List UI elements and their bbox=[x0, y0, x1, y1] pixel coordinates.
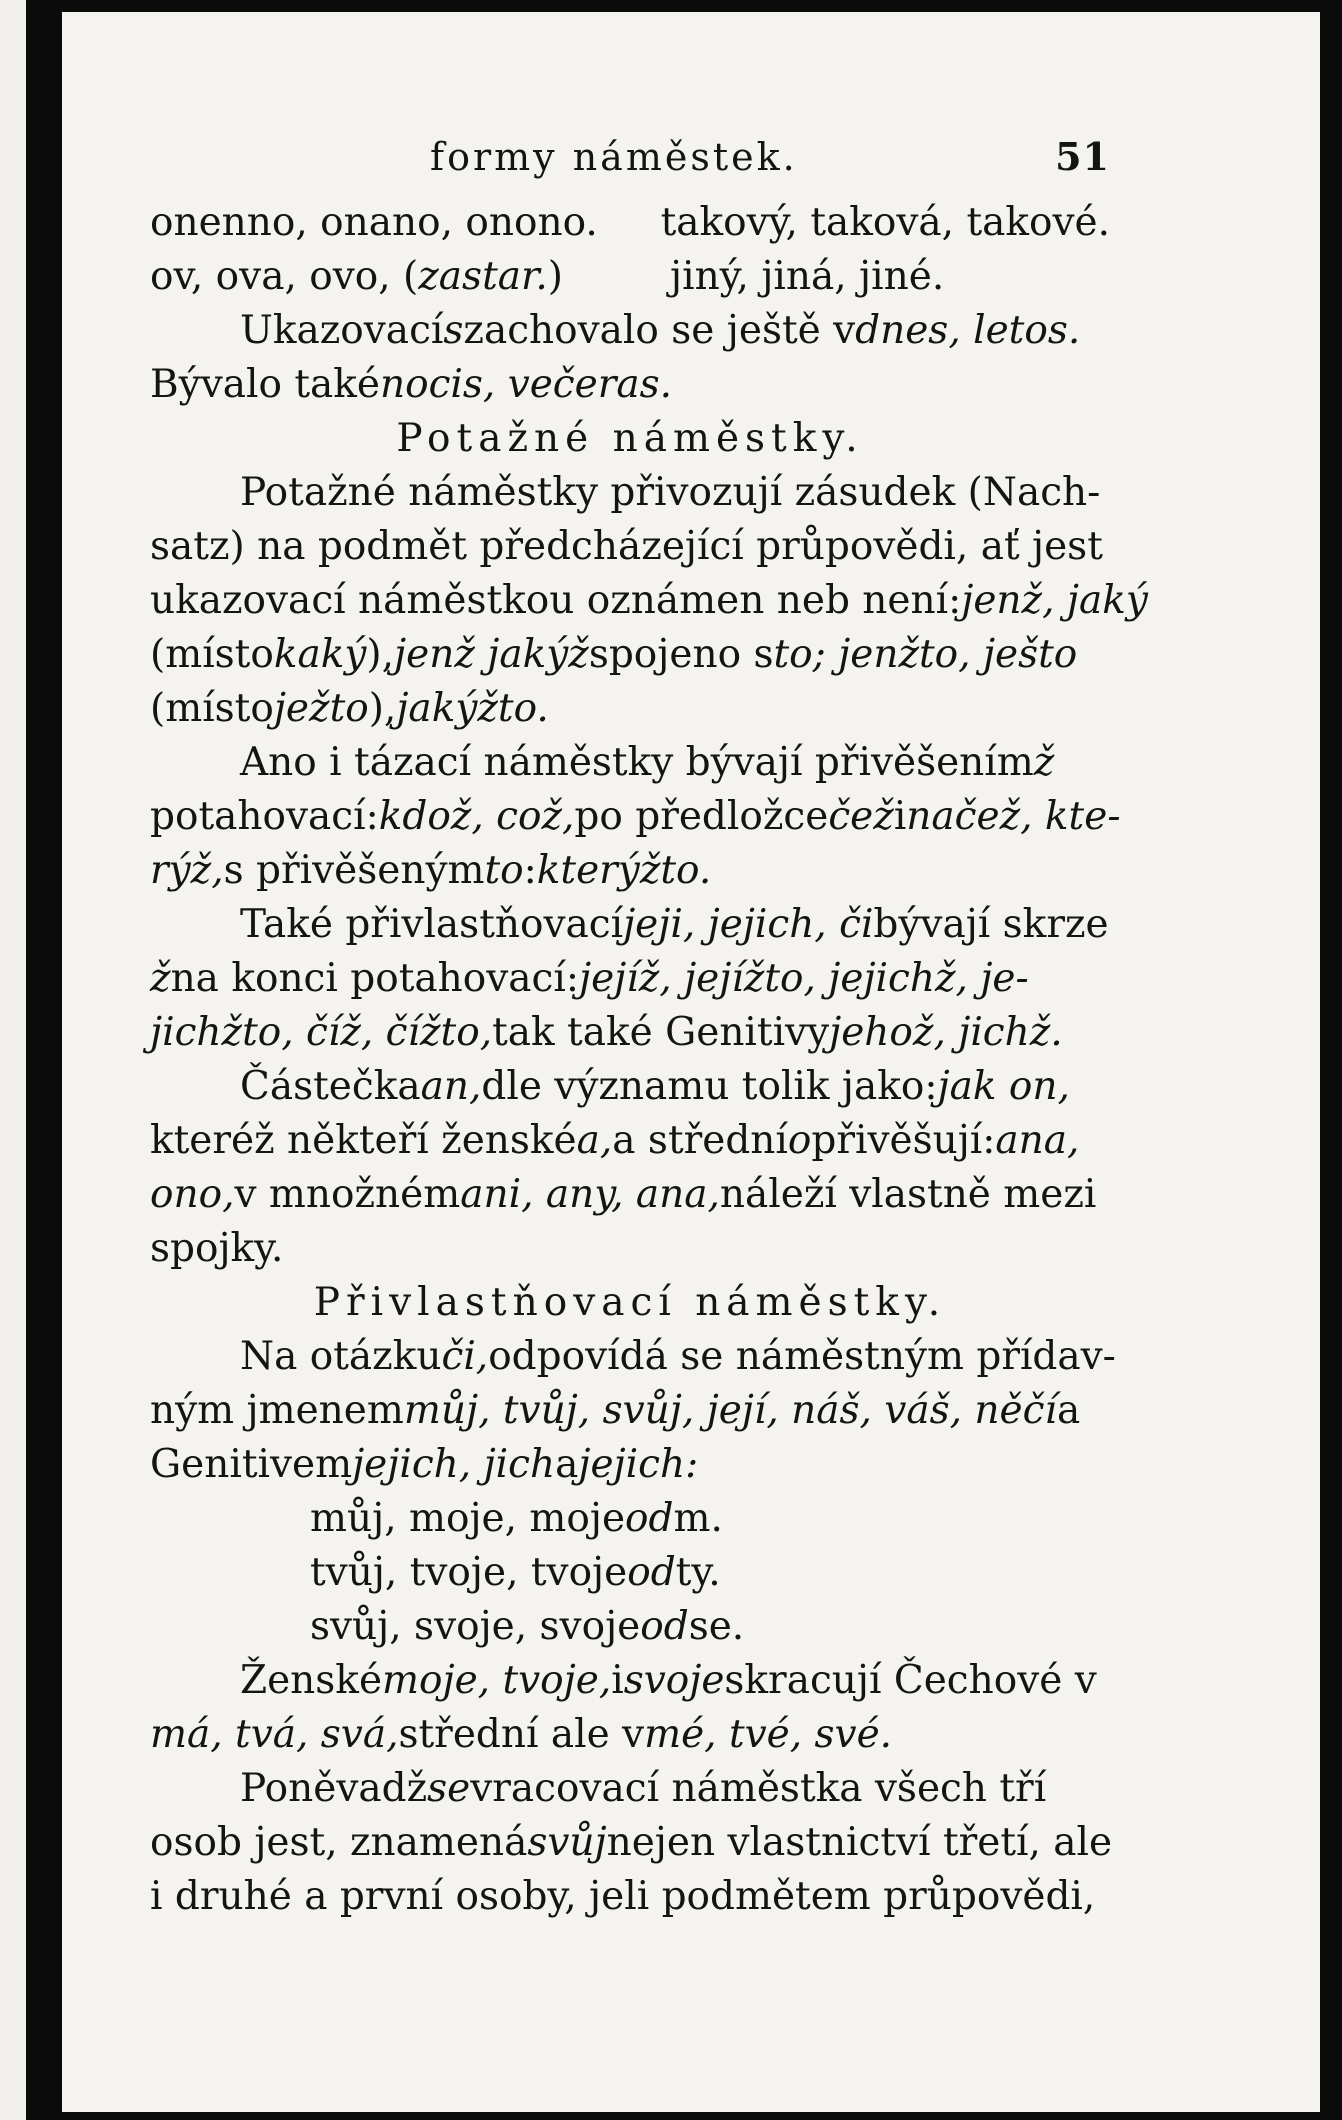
text-line: kteréž někteří ženské a, a střední o přivěšují: ana, bbox=[150, 1118, 1080, 1163]
section-heading: Potažné náměstky. bbox=[396, 416, 864, 461]
text-line: Ukazovací s zachovalo se ještě v dnes, letos. bbox=[240, 308, 1081, 353]
text-line: onenno, onano, onono. takový, taková, takové. bbox=[150, 200, 1110, 245]
text-line: Genitivem jejich, jich a jejich: bbox=[150, 1442, 699, 1487]
text-line: (místo ježto ), jakýžto. bbox=[150, 686, 549, 731]
text-line: satz) na podmět předcházející průpovědi, ať jest bbox=[150, 524, 1103, 569]
text-line: osob jest, znamená svůj nejen vlastnictví třetí, ale bbox=[150, 1820, 1113, 1865]
text-line: Na otázku či, odpovídá se náměstným přídav- bbox=[240, 1334, 1116, 1379]
text-line: má, tvá, svá, střední ale v mé, tvé, své. bbox=[150, 1712, 893, 1757]
text-line: ným jmenem můj, tvůj, svůj, její, náš, váš, něčí a bbox=[150, 1388, 1081, 1433]
text-line: ukazovací náměstkou oznámen neb není: jenž, jaký bbox=[150, 578, 1148, 623]
text-line: Částečka an, dle významu tolik jako: jak on, bbox=[240, 1064, 1070, 1109]
running-header bbox=[150, 130, 1110, 196]
example-line: můj, moje, moje od m. bbox=[310, 1496, 723, 1541]
left-page-edge bbox=[0, 0, 26, 2120]
text-line: ono, v množném ani, any, ana, náleží vlastně mezi bbox=[150, 1172, 1097, 1217]
text-line: Také přivlastňovací jeji, jejich, či bývají skrze bbox=[240, 902, 1109, 947]
text-line: ov, ova, ovo, (zastar.) jiný, jiná, jiné. bbox=[150, 254, 945, 299]
text-line: (místo kaký ), jenž jakýž spojeno s to; jenžto, ješto bbox=[150, 632, 1078, 677]
page-number: 51 bbox=[1055, 134, 1110, 179]
text-line: Bývalo také nocis, večeras. bbox=[150, 362, 673, 407]
example-line: svůj, svoje, svoje od se. bbox=[310, 1604, 745, 1649]
text-line: potahovací: kdož, což, po předložce čež i načež, kte- bbox=[150, 794, 1121, 839]
example-line: tvůj, tvoje, tvoje od ty. bbox=[310, 1550, 721, 1595]
text-line: Ženské moje, tvoje, i svoje skracují Čechové v bbox=[240, 1658, 1097, 1703]
text-line: ž na konci potahovací: jejíž, jejížto, jejichž, je- bbox=[150, 956, 1029, 1001]
text-line: rýž, s přivěšeným to : kterýžto. bbox=[150, 848, 712, 893]
text-line: Poněvadž se vracovací náměstka všech tří bbox=[240, 1766, 1047, 1811]
header-title: formy náměstek. bbox=[430, 135, 798, 179]
text-line: spojky. bbox=[150, 1226, 284, 1271]
section-heading: Přivlastňovací náměstky. bbox=[313, 1280, 947, 1325]
text-line: i druhé a první osoby, jeli podmětem průpovědi, bbox=[150, 1874, 1096, 1919]
page-text bbox=[150, 130, 1148, 1924]
text-line: Potažné náměstky přivozují zásudek (Nach- bbox=[240, 470, 1101, 515]
text-line: jichžto, číž, čížto, tak také Genitivy jehož, jichž. bbox=[150, 1010, 1063, 1055]
text-line: Ano i tázací náměstky bývají přivěšením ž bbox=[240, 740, 1055, 785]
